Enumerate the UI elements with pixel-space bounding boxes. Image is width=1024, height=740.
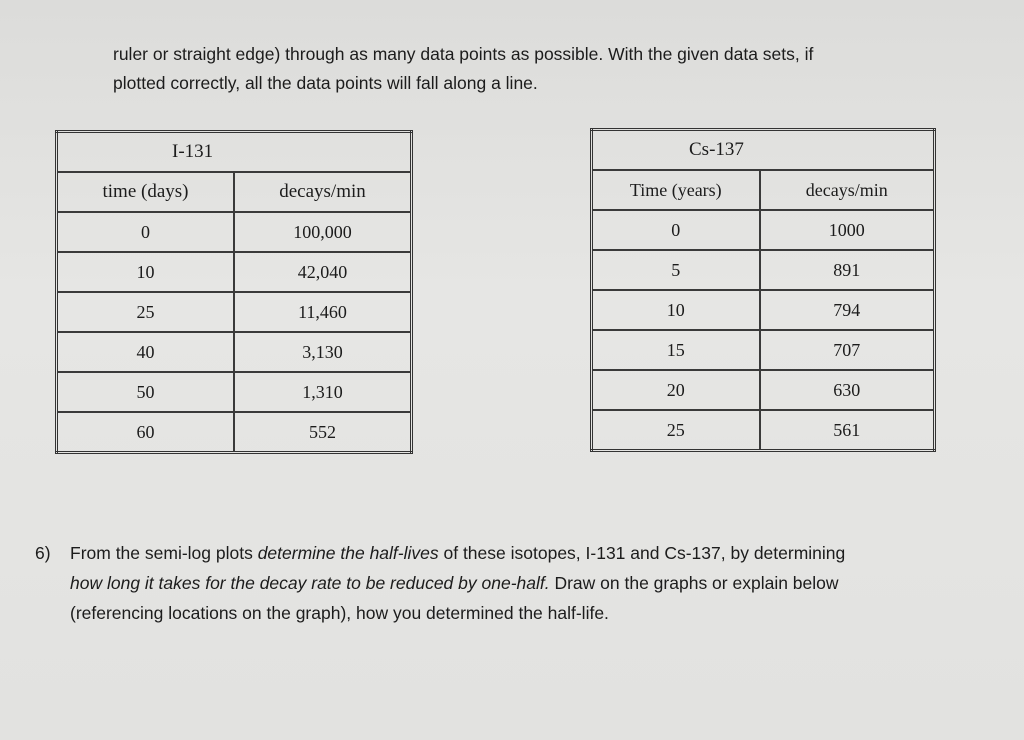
- table-cell: 1,310: [234, 372, 412, 412]
- table-cell: 630: [760, 370, 935, 410]
- table-cell: 10: [57, 252, 235, 292]
- question-text: [70, 538, 990, 628]
- table-row: [592, 290, 935, 330]
- i131-table-title: I-131: [57, 132, 412, 173]
- table-cell: 1000: [760, 210, 935, 250]
- table-cell: 25: [592, 410, 760, 451]
- table-cell: 50: [57, 372, 235, 412]
- i131-header-time: time (days): [57, 172, 235, 212]
- table-cell: 11,460: [234, 292, 412, 332]
- table-row: [592, 330, 935, 370]
- question-text-part: (referencing locations on the graph), how you determined the half-life.: [70, 603, 609, 623]
- table-cell: 794: [760, 290, 935, 330]
- table-row: [592, 250, 935, 290]
- table-cell: 707: [760, 330, 935, 370]
- table-cell: 42,040: [234, 252, 412, 292]
- table-cell: 60: [57, 412, 235, 453]
- table-cell: 3,130: [234, 332, 412, 372]
- cs137-header-time: Time (years): [592, 170, 760, 210]
- table-row: [57, 252, 412, 292]
- question-number: 6): [35, 543, 51, 563]
- table-row: [592, 210, 935, 250]
- intro-line-1: ruler or straight edge) through as many data points as possible. With the given data sets, if: [113, 44, 814, 64]
- table-cell: 20: [592, 370, 760, 410]
- table-cell: 0: [592, 210, 760, 250]
- cs137-header-decays: decays/min: [760, 170, 935, 210]
- table-cell: 891: [760, 250, 935, 290]
- table-cell: 40: [57, 332, 235, 372]
- table-cell: 25: [57, 292, 235, 332]
- i131-header-decays: decays/min: [234, 172, 412, 212]
- table-row: [57, 292, 412, 332]
- intro-line-2: plotted correctly, all the data points will fall along a line.: [113, 73, 538, 93]
- table-cell: 10: [592, 290, 760, 330]
- question-emphasis: determine the half-lives: [257, 543, 439, 563]
- question-text-part: From the semi-log plots: [70, 543, 258, 563]
- question-emphasis: how long it takes for the decay rate to be reduced by one-half.: [70, 573, 550, 593]
- intro-text: [113, 40, 973, 98]
- table-cell: 552: [234, 412, 412, 453]
- table-row: [57, 412, 412, 453]
- table-row: [57, 212, 412, 252]
- question-text-part: Draw on the graphs or explain below: [549, 573, 839, 593]
- cs137-table: [590, 128, 936, 452]
- table-cell: 100,000: [234, 212, 412, 252]
- table-cell: 0: [57, 212, 235, 252]
- table-row: [57, 332, 412, 372]
- table-cell: 5: [592, 250, 760, 290]
- table-cell: 561: [760, 410, 935, 451]
- table-row: [592, 370, 935, 410]
- table-row: [592, 410, 935, 451]
- question-text-part: of these isotopes, I-131 and Cs-137, by determining: [438, 543, 846, 563]
- i131-table: [55, 130, 413, 454]
- table-cell: 15: [592, 330, 760, 370]
- table-row: [57, 372, 412, 412]
- cs137-table-title: Cs-137: [592, 130, 935, 171]
